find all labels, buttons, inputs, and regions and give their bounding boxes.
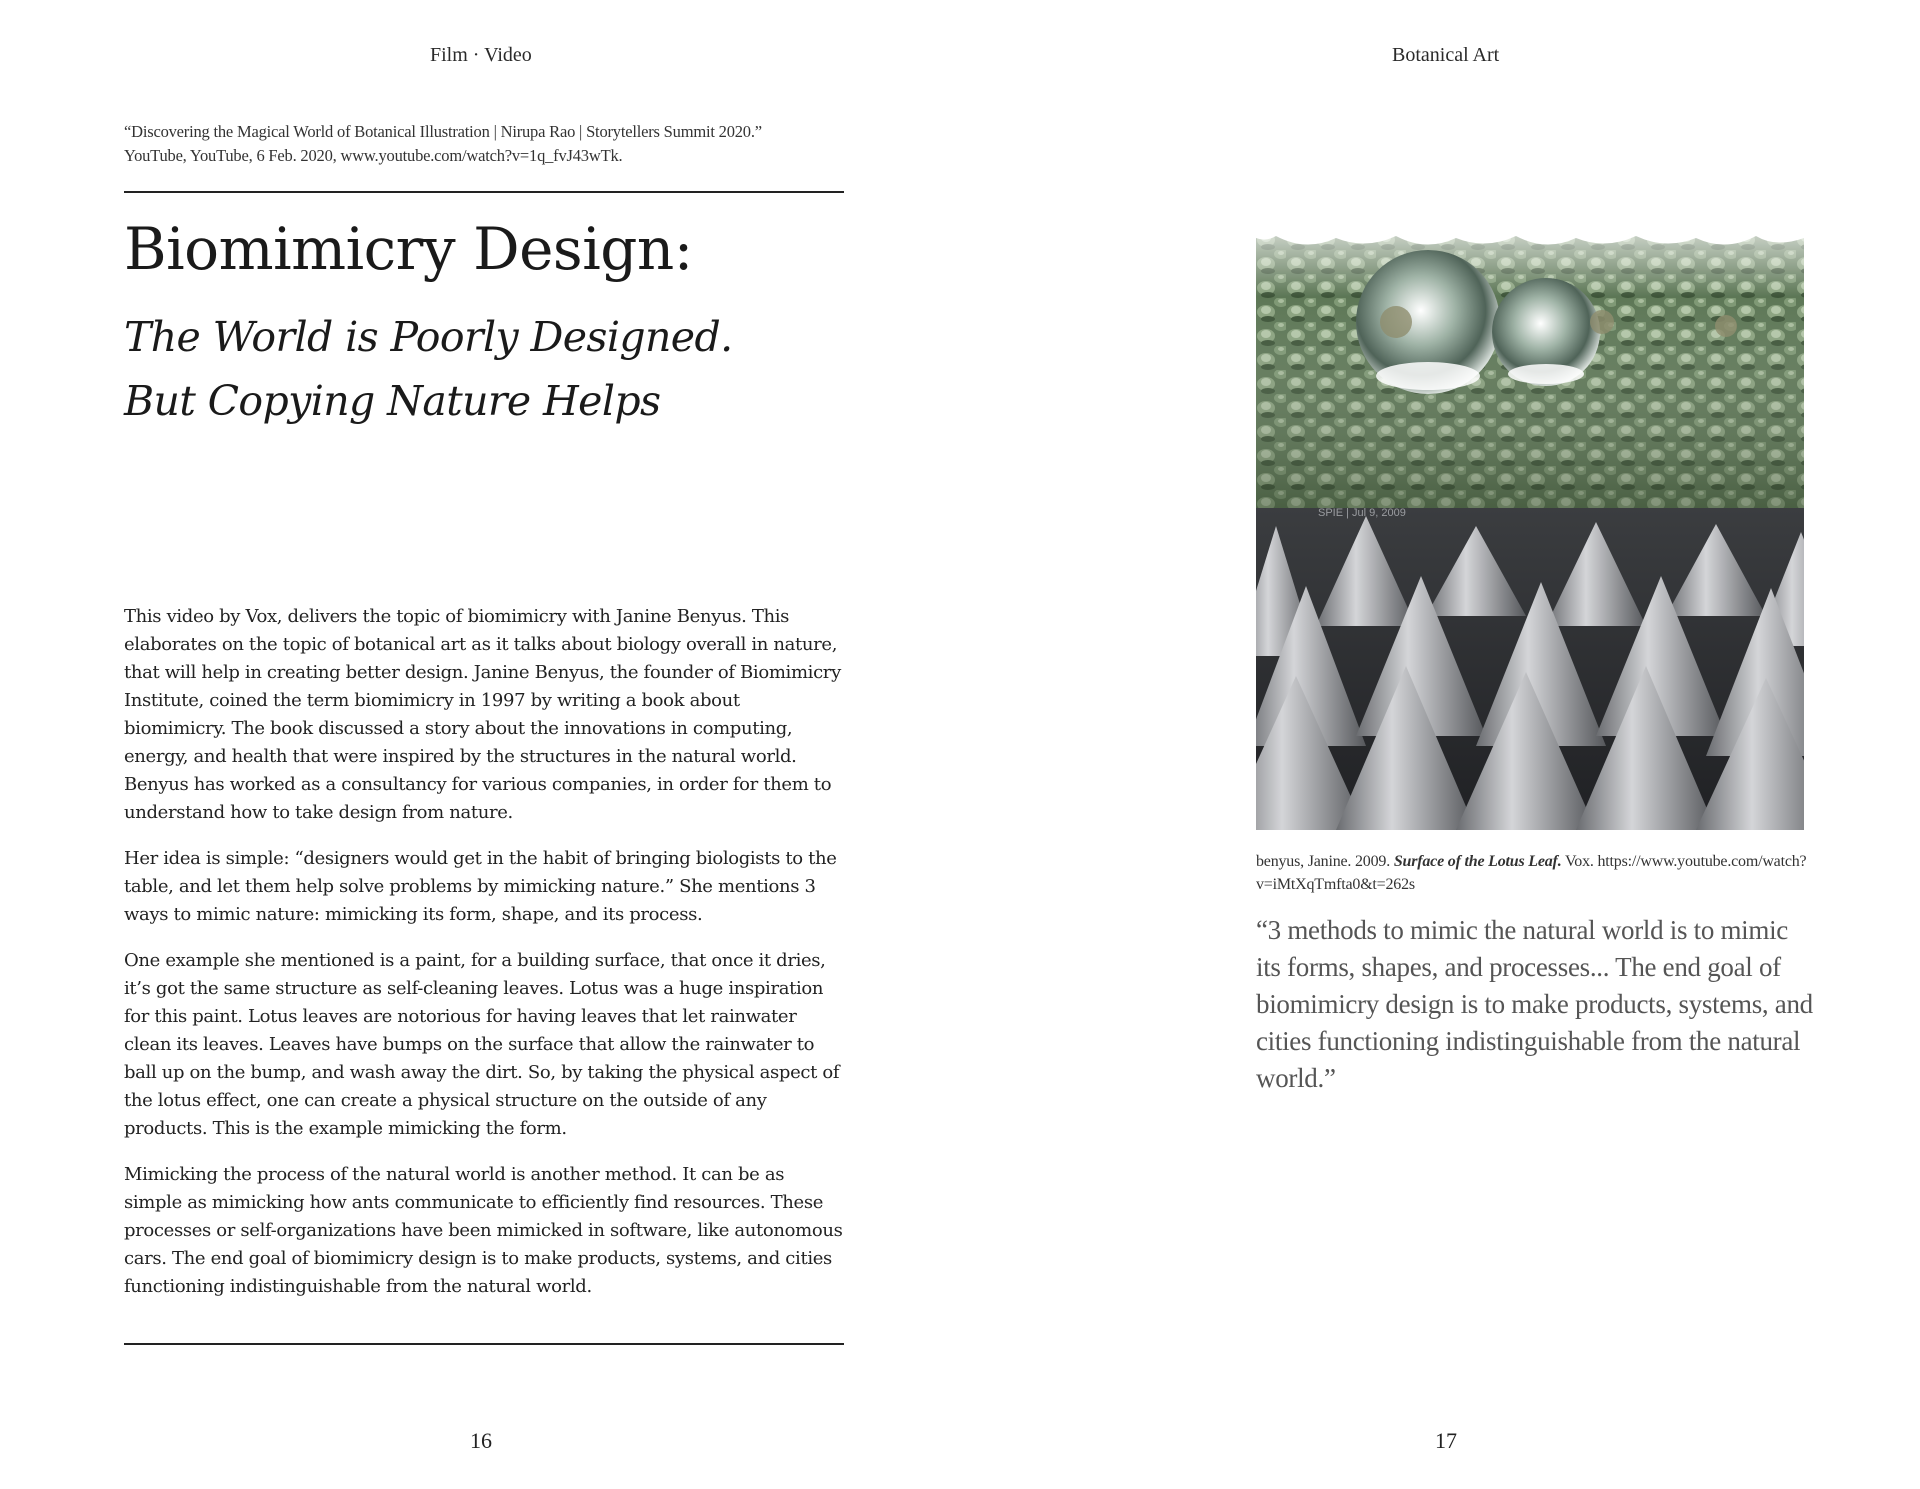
video-citation — [124, 120, 844, 168]
body-paragraph-4: Mimicking the process of the natural world is another method. It can be as simple as mimicking how ants communicate to efficiently find resources. These processes or self-organizations have been mimicked in software, like autonomous cars. The end goal of biomimicry design is to make products, systems, and cities functioning indistinguishable from the natural world. — [124, 1164, 843, 1297]
body-paragraph-3: One example she mentioned is a paint, for a building surface, that once it dries, it’s got the same structure as self-cleaning leaves. Lotus was a huge inspiration for this paint. Lotus leaves are notorious for having leaves that let rainwater clean its leaves. Leaves have bumps on the surface that allow the rainwater to ball up on the bump, and wash away the dirt. So, by taking the physical aspect of the lotus effect, one can create a physical structure on the outside of any products. This is the example mimicking the form. — [124, 950, 840, 1139]
right-page — [960, 0, 1920, 1489]
caption-title: Surface of the Lotus Leaf. — [1393, 853, 1562, 870]
citation-line-1: “Discovering the Magical World of Botanical Illustration | Nirupa Rao | Storytellers Summit 2020.” — [124, 122, 762, 141]
bottom-divider — [124, 1343, 844, 1345]
photo-overlay-label: SPIE | Jul 9, 2009 — [1318, 507, 1406, 519]
photo-caption — [1256, 850, 1816, 896]
top-divider — [124, 191, 844, 193]
article-subtitle — [124, 305, 824, 433]
caption-author: benyus, Janine. 2009. — [1256, 853, 1394, 870]
subtitle-line-1: The World is Poorly Designed. — [124, 313, 733, 361]
subtitle-line-2: But Copying Nature Helps — [124, 377, 661, 425]
caption-source: Vox. https://www.youtube.com/watch?v=iMtXqTmfta0&t=262s — [1256, 853, 1807, 893]
lotus-leaf-photo — [1256, 226, 1804, 830]
pull-quote: “3 methods to mimic the natural world is to mimic its forms, shapes, and processes... The end goal of biomimicry design is to make products, systems, and cities functioning indistinguishable from the natural world.” — [1256, 915, 1813, 1093]
running-head-right: Botanical Art — [1392, 44, 1500, 66]
page-number-right: 17 — [1435, 1428, 1457, 1453]
running-head-left: Film · Video — [430, 44, 532, 66]
page-number-left: 16 — [470, 1428, 492, 1453]
body-paragraph-2: Her idea is simple: “designers would get in the habit of bringing biologists to the table, and let them help solve problems by mimicking nature.” She mentions 3 ways to mimic nature: mimicking its form, shape, and its process. — [124, 848, 837, 925]
citation-line-2: YouTube, YouTube, 6 Feb. 2020, www.youtube.com/watch?v=1q_fvJ43wTk. — [124, 146, 623, 165]
article-body — [124, 603, 846, 1319]
body-paragraph-1: This video by Vox, delivers the topic of biomimicry with Janine Benyus. This elaborates on the topic of botanical art as it talks about biology overall in nature, that will help in creating better design. Janine Benyus, the founder of Biomimicry Institute, coined the term biomimicry in 1997 by writing a book about biomimicry. The book discussed a story about the innovations in computing, energy, and health that were inspired by the structures in the natural world. Benyus has worked as a consultancy for various companies, in order for them to understand how to take design from nature. — [124, 606, 841, 823]
article-title: Biomimicry Design: — [124, 215, 693, 283]
